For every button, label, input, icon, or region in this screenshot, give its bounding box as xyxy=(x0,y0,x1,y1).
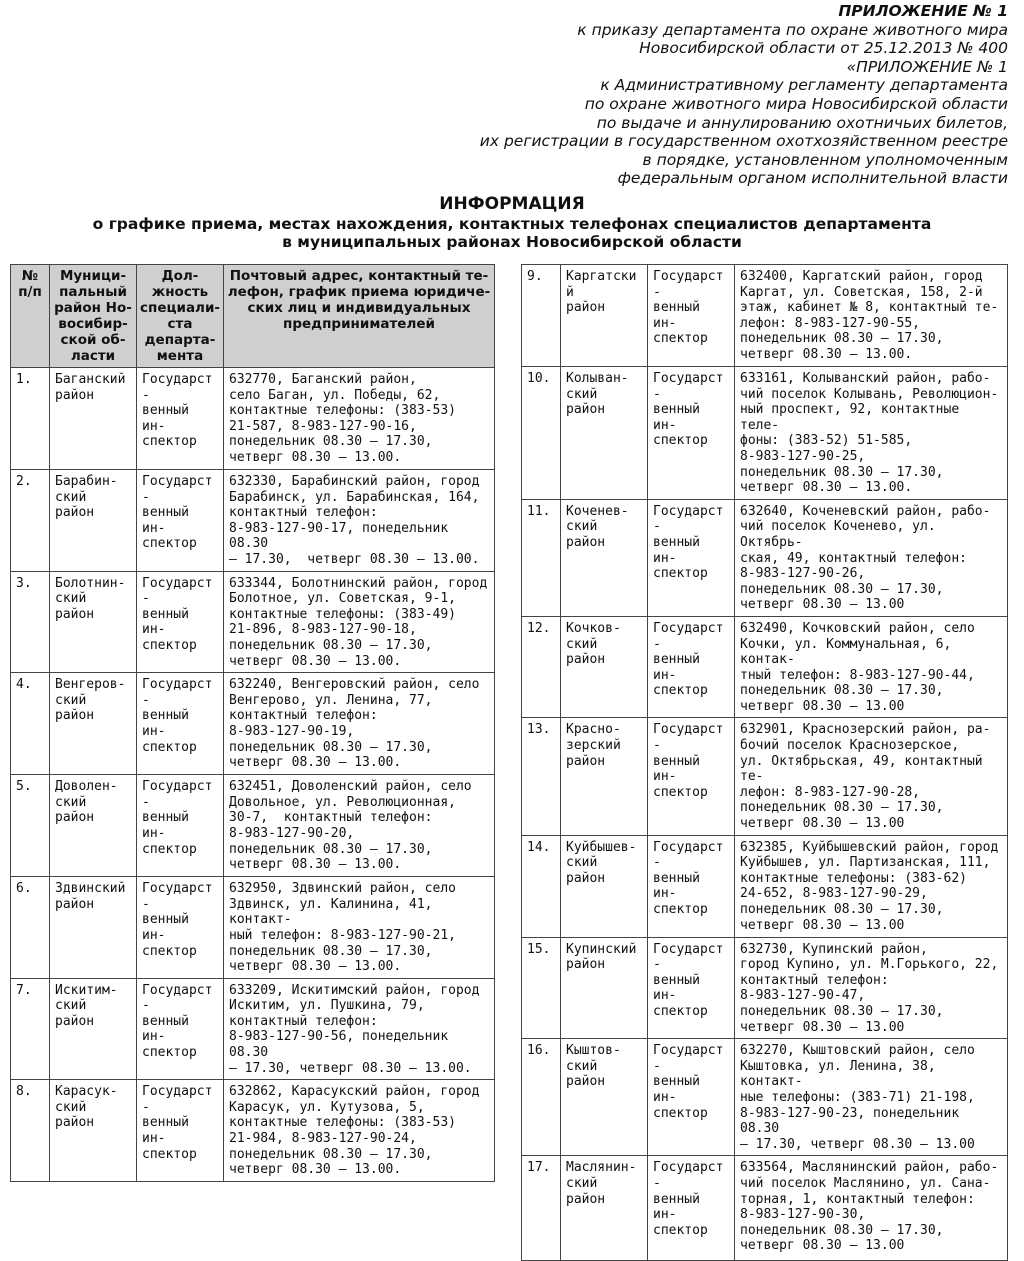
header-line: федеральным органом исполнительной власти xyxy=(617,169,1008,188)
row-number: 9. xyxy=(522,265,561,367)
districts-table-right xyxy=(521,264,1008,1261)
specialist-position: Государст- венный ин- спектор xyxy=(648,937,735,1039)
header-line: в порядке, установленном уполномоченным xyxy=(642,150,1008,169)
row-number: 6. xyxy=(11,877,50,979)
specialist-position: Государст- венный ин- спектор xyxy=(137,368,224,470)
district-name: Маслянин- ский район xyxy=(561,1156,648,1261)
row-number: 17. xyxy=(522,1156,561,1261)
contact-info: 632330, Барабинский район, город Барабинск, ул. Барабинская, 164, контактный телефон: 8-983-127-90-17, понедельник 08.30 — 17.30, четверг 08.30 — 13.00. xyxy=(224,470,495,572)
table-row xyxy=(522,718,1008,835)
district-name: Коченев- ский район xyxy=(561,499,648,616)
district-name: Каргатский район xyxy=(561,265,648,367)
contact-info: 632240, Венгеровский район, село Венгерово, ул. Ленина, 77, контактный телефон: 8-983-127-90-19, понедельник 08.30 — 17.30, четверг 08.30 — 13.00. xyxy=(224,673,495,775)
header-line: к Административному регламенту департамента xyxy=(600,76,1008,95)
appendix-title: ПРИЛОЖЕНИЕ № 1 xyxy=(838,2,1008,20)
specialist-position: Государст- венный ин- спектор xyxy=(137,470,224,572)
table-header-row xyxy=(11,265,495,368)
document-header xyxy=(480,2,1008,188)
header-line: «ПРИЛОЖЕНИЕ № 1 xyxy=(846,57,1008,76)
table-row xyxy=(522,937,1008,1039)
contact-info: 632385, Куйбышевский район, город Куйбышев, ул. Партизанская, 111, контактные телефоны: (383-62) 24-652, 8-983-127-90-29, понедельник 08.30 — 17.30, четверг 08.30 — 13.00 xyxy=(735,835,1008,937)
contact-info: 632862, Карасукский район, город Карасук, ул. Кутузова, 5, контактные телефоны: (383-53) 21-984, 8-983-127-90-24, понедельник 08.30 — 17.30, четверг 08.30 — 13.00. xyxy=(224,1080,495,1182)
document-title: ИНФОРМАЦИЯ xyxy=(439,194,585,214)
table-row xyxy=(522,499,1008,616)
district-name: Красно- зерский район xyxy=(561,718,648,835)
row-number: 15. xyxy=(522,937,561,1039)
district-name: Здвинский район xyxy=(50,877,137,979)
table-row xyxy=(522,367,1008,500)
table-row xyxy=(11,571,495,673)
contact-info: 632640, Коченевский район, рабо- чий поселок Коченево, ул. Октябрь- ская, 49, контактный телефон: 8-983-127-90-26, понедельник 08.30 — 17.30, четверг 08.30 — 13.00 xyxy=(735,499,1008,616)
specialist-position: Государст- венный ин- спектор xyxy=(648,616,735,718)
contact-info: 632400, Каргатский район, город Каргат, ул. Советская, 158, 2-й этаж, кабинет № 8, контактный те- лефон: 8-983-127-90-55, понедельник 08.30 — 17.30, четверг 08.30 — 13.00. xyxy=(735,265,1008,367)
specialist-position: Государст- венный ин- спектор xyxy=(137,877,224,979)
district-name: Баганский район xyxy=(50,368,137,470)
specialist-position: Государст- венный ин- спектор xyxy=(648,1039,735,1156)
specialist-position: Государст- венный ин- спектор xyxy=(137,775,224,877)
table-row xyxy=(11,470,495,572)
specialist-position: Государст- венный ин- спектор xyxy=(648,367,735,500)
district-name: Искитим- ский район xyxy=(50,978,137,1080)
specialist-position: Государст- венный ин- спектор xyxy=(648,718,735,835)
table-body xyxy=(522,265,1008,1261)
header-line: Новосибирской области от 25.12.2013 № 400 xyxy=(639,39,1008,58)
district-name: Купинский район xyxy=(561,937,648,1039)
district-name: Кыштов- ский район xyxy=(561,1039,648,1156)
table-body xyxy=(11,368,495,1182)
contact-info: 633564, Маслянинский район, рабо- чий поселок Маслянино, ул. Сана- торная, 1, контактный телефон: 8-983-127-90-30, понедельник 08.30 — 17.30, четверг 08.30 — 13.00 xyxy=(735,1156,1008,1261)
row-number: 10. xyxy=(522,367,561,500)
specialist-position: Государст- венный ин- спектор xyxy=(137,1080,224,1182)
contact-info: 632490, Кочковский район, село Кочки, ул. Коммунальная, 6, контак- тный телефон: 8-983-127-90-44, понедельник 08.30 — 17.30, четверг 08.30 — 13.00 xyxy=(735,616,1008,718)
table-row xyxy=(11,877,495,979)
row-number: 12. xyxy=(522,616,561,718)
district-name: Барабин- ский район xyxy=(50,470,137,572)
table-row xyxy=(11,368,495,470)
district-name: Колыван- ский район xyxy=(561,367,648,500)
contact-info: 632270, Кыштовский район, село Кыштовка, ул. Ленина, 38, контакт- ные телефоны: (383-71) 21-198, 8-983-127-90-23, понедельник 08.30 — 17.30, четверг 08.30 — 13.00 xyxy=(735,1039,1008,1156)
table-row xyxy=(522,835,1008,937)
specialist-position: Государст- венный ин- спектор xyxy=(648,835,735,937)
table-row xyxy=(11,1080,495,1182)
district-name: Кочков- ский район xyxy=(561,616,648,718)
specialist-position: Государст- венный ин- спектор xyxy=(648,499,735,616)
districts-table-left xyxy=(10,264,495,1182)
header-line: их регистрации в государственном охотхозяйственном реестре xyxy=(479,132,1008,151)
row-number: 14. xyxy=(522,835,561,937)
table-row xyxy=(522,265,1008,367)
district-name: Карасук- ский район xyxy=(50,1080,137,1182)
row-number: 4. xyxy=(11,673,50,775)
district-name: Венгеров- ский район xyxy=(50,673,137,775)
row-number: 7. xyxy=(11,978,50,1080)
row-number: 1. xyxy=(11,368,50,470)
row-number: 3. xyxy=(11,571,50,673)
table-row xyxy=(522,1156,1008,1261)
header-line: по выдаче и аннулированию охотничьих билетов, xyxy=(596,113,1008,132)
specialist-position: Государст- венный ин- спектор xyxy=(137,978,224,1080)
column-header-position: Дол- жность специали- ста департа- мента xyxy=(137,265,224,368)
table-row xyxy=(11,775,495,877)
contact-info: 632901, Краснозерский район, ра- бочий поселок Краснозерское, ул. Октябрьская, 49, контактный те- лефон: 8-983-127-90-28, понедельник 08.30 — 17.30, четверг 08.30 — 13.00 xyxy=(735,718,1008,835)
row-number: 8. xyxy=(11,1080,50,1182)
row-number: 5. xyxy=(11,775,50,877)
header-line: по охране животного мира Новосибирской области xyxy=(584,94,1008,113)
contact-info: 632950, Здвинский район, село Здвинск, ул. Калинина, 41, контакт- ный телефон: 8-983-127-90-21, понедельник 08.30 — 17.30, четверг 08.30 — 13.00. xyxy=(224,877,495,979)
contact-info: 632770, Баганский район, село Баган, ул. Победы, 62, контактные телефоны: (383-53) 21-587, 8-983-127-90-16, понедельник 08.30 — 17.30, четверг 08.30 — 13.00. xyxy=(224,368,495,470)
row-number: 13. xyxy=(522,718,561,835)
contact-info: 633161, Колыванский район, рабо- чий поселок Колывань, Революцион- ный проспект, 92, контактные теле- фоны: (383-52) 51-585, 8-983-127-90-25, понедельник 08.30 — 17.30, четверг 08.30 — 13.00. xyxy=(735,367,1008,500)
contact-info: 632451, Доволенский район, село Довольное, ул. Революционная, 30-7, контактный телефон: 8-983-127-90-20, понедельник 08.30 — 17.30, четверг 08.30 — 13.00. xyxy=(224,775,495,877)
column-header-info: Почтовый адрес, контактный те- лефон, график приема юридиче- ских лиц и индивидуальных предпринимателей xyxy=(224,265,495,368)
document-subtitle xyxy=(0,215,1024,251)
contact-info: 633209, Искитимский район, город Искитим, ул. Пушкина, 79, контактный телефон: 8-983-127-90-56, понедельник 08.30 — 17.30, четверг 08.30 — 13.00. xyxy=(224,978,495,1080)
subtitle-line: в муниципальных районах Новосибирской области xyxy=(282,233,742,251)
district-name: Куйбышев- ский район xyxy=(561,835,648,937)
specialist-position: Государст- венный ин- спектор xyxy=(137,673,224,775)
district-name: Доволен- ский район xyxy=(50,775,137,877)
row-number: 2. xyxy=(11,470,50,572)
specialist-position: Государст- венный ин- спектор xyxy=(648,1156,735,1261)
specialist-position: Государст- венный ин- спектор xyxy=(648,265,735,367)
contact-info: 633344, Болотнинский район, город Болотное, ул. Советская, 9-1, контактные телефоны: (383-49) 21-896, 8-983-127-90-18, понедельник 08.30 — 17.30, четверг 08.30 — 13.00. xyxy=(224,571,495,673)
column-header-district: Муници- пальный район Но- восибир- ской об- ласти xyxy=(50,265,137,368)
row-number: 11. xyxy=(522,499,561,616)
specialist-position: Государст- венный ин- спектор xyxy=(137,571,224,673)
row-number: 16. xyxy=(522,1039,561,1156)
table-row xyxy=(522,1039,1008,1156)
table-row xyxy=(11,978,495,1080)
contact-info: 632730, Купинский район, город Купино, ул. М.Горького, 22, контактный телефон: 8-983-127-90-47, понедельник 08.30 — 17.30, четверг 08.30 — 13.00 xyxy=(735,937,1008,1039)
table-row xyxy=(522,616,1008,718)
column-header-number: № п/п xyxy=(11,265,50,368)
table-row xyxy=(11,673,495,775)
subtitle-line: о графике приема, местах нахождения, контактных телефонах специалистов департамента xyxy=(92,215,932,233)
district-name: Болотнин- ский район xyxy=(50,571,137,673)
header-line: к приказу департамента по охране животного мира xyxy=(577,20,1008,39)
